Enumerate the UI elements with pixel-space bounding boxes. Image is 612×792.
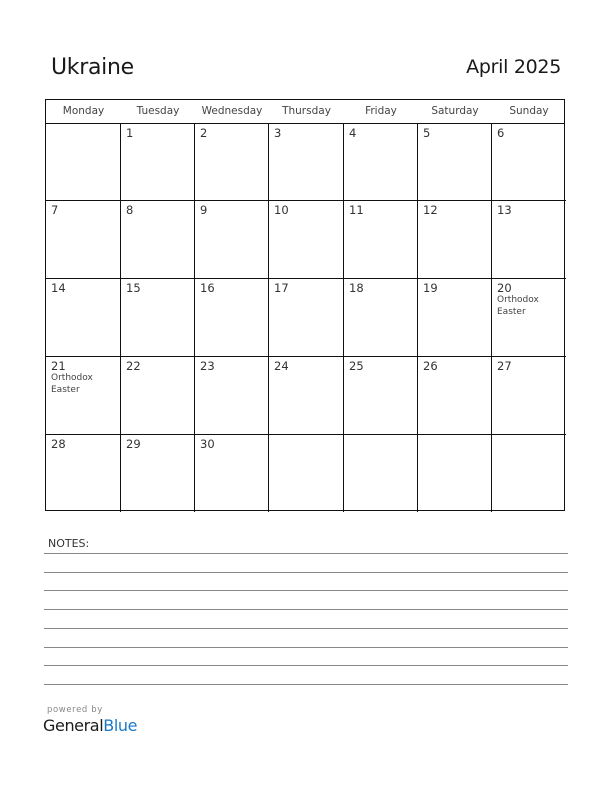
day-cell[interactable] (269, 435, 344, 512)
day-cell[interactable] (121, 201, 195, 279)
day-cell[interactable] (492, 357, 566, 435)
day-number: 15 (126, 281, 141, 295)
day-number: 7 (51, 203, 59, 217)
weekday-friday: Friday (365, 105, 397, 117)
day-cell[interactable] (121, 124, 195, 201)
notes-line (44, 665, 568, 666)
day-cell[interactable] (418, 357, 492, 435)
day-number: 20 (497, 281, 512, 295)
notes-line (44, 684, 568, 685)
day-number: 14 (51, 281, 66, 295)
weekday-thursday: Thursday (282, 105, 331, 117)
day-cell[interactable] (195, 201, 269, 279)
weekday-saturday: Saturday (431, 105, 479, 117)
day-cell[interactable] (492, 435, 566, 512)
day-number: 27 (497, 359, 512, 373)
weekday-tuesday: Tuesday (136, 105, 180, 117)
day-number: 16 (200, 281, 215, 295)
day-number: 26 (423, 359, 438, 373)
day-number: 30 (200, 437, 215, 451)
day-number: 13 (497, 203, 512, 217)
day-cell[interactable] (195, 279, 269, 357)
day-cell[interactable] (269, 124, 344, 201)
day-cell[interactable] (46, 201, 121, 279)
calendar-country-title: Ukraine (51, 55, 134, 80)
day-number: 4 (349, 126, 357, 140)
day-cell[interactable] (344, 201, 418, 279)
day-cell[interactable] (46, 279, 121, 357)
day-cell[interactable] (121, 357, 195, 435)
day-number: 6 (497, 126, 505, 140)
day-number: 1 (126, 126, 134, 140)
day-number: 5 (423, 126, 431, 140)
day-cell[interactable] (46, 435, 121, 512)
day-number: 25 (349, 359, 364, 373)
day-cell[interactable] (344, 435, 418, 512)
notes-line (44, 628, 568, 629)
day-cell[interactable] (269, 279, 344, 357)
day-cell[interactable] (195, 357, 269, 435)
notes-label: NOTES: (48, 537, 90, 550)
day-cell[interactable] (418, 435, 492, 512)
notes-line (44, 590, 568, 591)
day-cell[interactable] (344, 124, 418, 201)
day-number: 8 (126, 203, 134, 217)
day-cell[interactable] (269, 357, 344, 435)
day-cell[interactable] (492, 124, 566, 201)
day-number: 3 (274, 126, 282, 140)
notes-line (44, 609, 568, 610)
day-cell[interactable] (418, 279, 492, 357)
brand-blue: Blue (103, 716, 138, 735)
day-cell[interactable] (418, 201, 492, 279)
day-cell[interactable] (269, 201, 344, 279)
day-number: 21 (51, 359, 66, 373)
day-number: 29 (126, 437, 141, 451)
day-cell[interactable] (195, 435, 269, 512)
weekday-header-row (46, 100, 564, 124)
notes-line (44, 553, 568, 554)
calendar-month-year: April 2025 (466, 56, 561, 78)
day-number: 28 (51, 437, 66, 451)
weekday-sunday: Sunday (509, 105, 549, 117)
day-cell[interactable] (344, 357, 418, 435)
calendar-grid (45, 99, 565, 511)
holiday-label: Orthodox Easter (497, 295, 539, 317)
holiday-label: Orthodox Easter (51, 373, 93, 395)
day-cell[interactable] (492, 201, 566, 279)
day-cell[interactable] (121, 435, 195, 512)
notes-line (44, 572, 568, 573)
day-cell[interactable] (121, 279, 195, 357)
day-cell[interactable] (418, 124, 492, 201)
day-number: 9 (200, 203, 208, 217)
weekday-wednesday: Wednesday (201, 105, 263, 117)
powered-by-text: powered by (47, 705, 103, 715)
day-cell[interactable] (46, 124, 121, 201)
day-cell[interactable] (195, 124, 269, 201)
day-cell[interactable] (344, 279, 418, 357)
day-number: 11 (349, 203, 364, 217)
day-number: 10 (274, 203, 289, 217)
day-cell[interactable] (46, 357, 121, 435)
day-cell[interactable] (492, 279, 566, 357)
day-number: 23 (200, 359, 215, 373)
notes-line (44, 647, 568, 648)
day-number: 22 (126, 359, 141, 373)
day-number: 24 (274, 359, 289, 373)
brand-general: General (43, 716, 104, 735)
generalblue-logo (43, 716, 137, 735)
day-number: 18 (349, 281, 364, 295)
day-number: 19 (423, 281, 438, 295)
weekday-monday: Monday (62, 105, 105, 117)
day-number: 17 (274, 281, 289, 295)
day-number: 12 (423, 203, 438, 217)
day-number: 2 (200, 126, 208, 140)
